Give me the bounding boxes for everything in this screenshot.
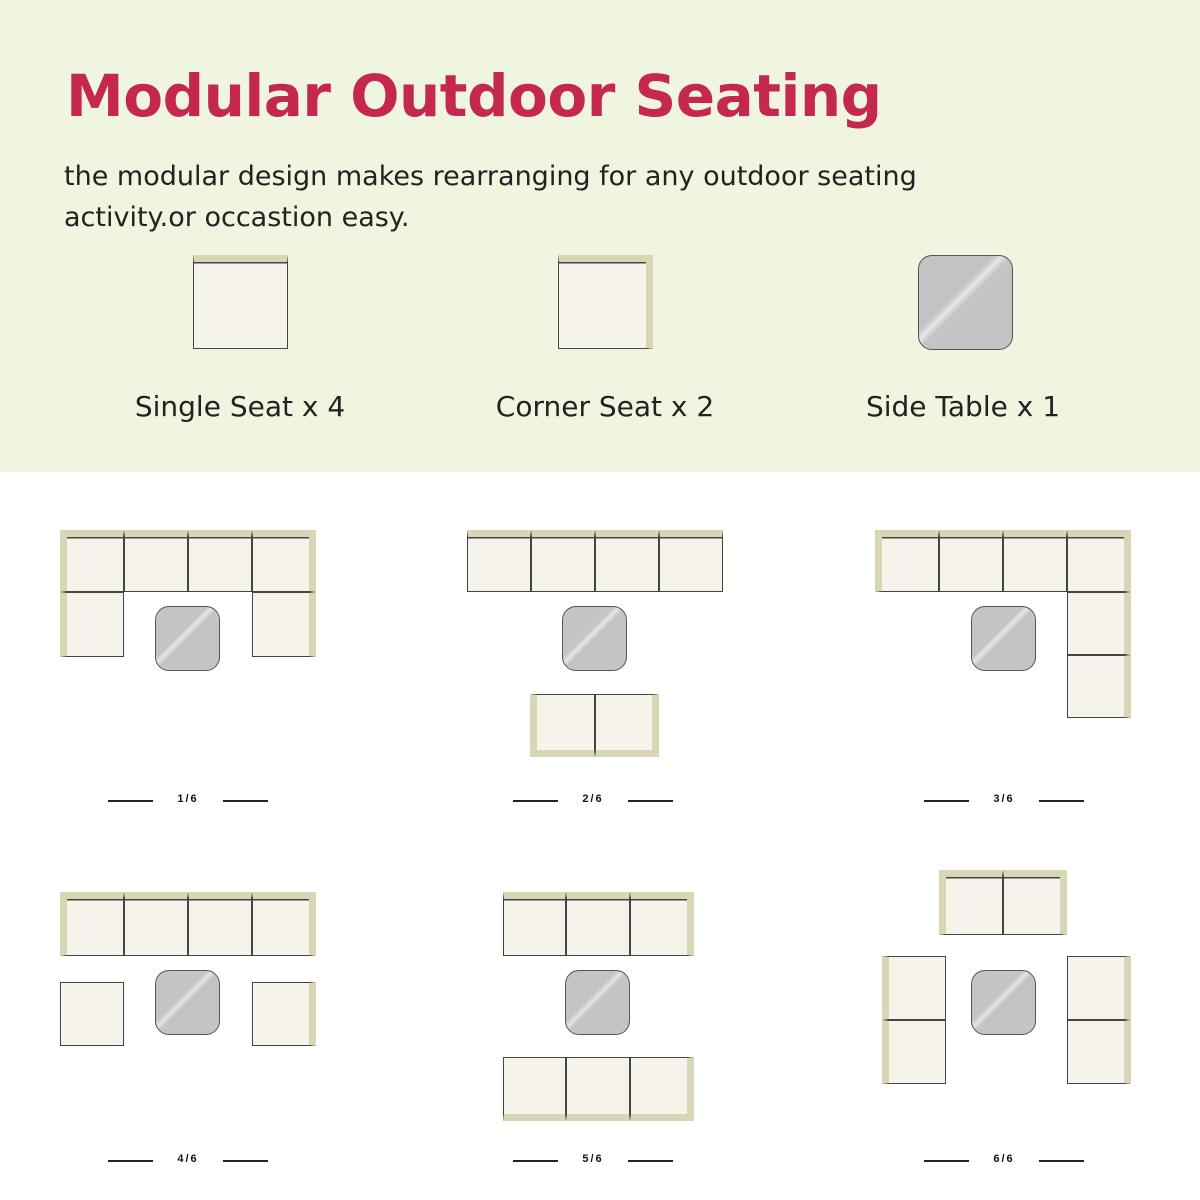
side-table bbox=[155, 970, 220, 1035]
page-title: Modular Outdoor Seating bbox=[66, 62, 882, 130]
corner-seat-icon bbox=[558, 255, 653, 349]
layout-caption: 1/6 bbox=[108, 793, 268, 805]
seat-module bbox=[566, 1057, 630, 1121]
side-table bbox=[971, 970, 1036, 1035]
seat-module bbox=[188, 892, 252, 956]
seat-module bbox=[630, 892, 694, 956]
piece-label-corner-seat: Corner Seat x 2 bbox=[495, 390, 715, 423]
side-table bbox=[565, 970, 630, 1035]
seat-module bbox=[60, 982, 124, 1046]
seat-module bbox=[503, 892, 566, 956]
piece-label-side-table: Side Table x 1 bbox=[865, 390, 1061, 423]
seat-module bbox=[252, 892, 316, 956]
seat-module bbox=[124, 892, 188, 956]
seat-module bbox=[1067, 592, 1131, 655]
side-table bbox=[155, 606, 220, 671]
seat-module bbox=[252, 592, 316, 657]
side-table bbox=[562, 606, 627, 671]
piece-label-single-seat: Single Seat x 4 bbox=[134, 390, 346, 423]
seat-module bbox=[875, 530, 939, 592]
seat-module bbox=[530, 694, 595, 757]
seat-module bbox=[1003, 530, 1067, 592]
seat-module bbox=[939, 530, 1003, 592]
layout-caption: 3/6 bbox=[924, 793, 1084, 805]
seat-module bbox=[188, 530, 252, 592]
seat-module bbox=[1003, 870, 1067, 935]
seat-module bbox=[1067, 956, 1131, 1020]
seat-module bbox=[1067, 655, 1131, 718]
layout-caption: 6/6 bbox=[924, 1153, 1084, 1165]
seat-module bbox=[60, 592, 124, 657]
seat-module bbox=[630, 1057, 694, 1121]
seat-module bbox=[1067, 1020, 1131, 1084]
layout-caption: 5/6 bbox=[513, 1153, 673, 1165]
seat-module bbox=[882, 956, 946, 1020]
side-table bbox=[918, 255, 1013, 350]
seat-module bbox=[252, 982, 316, 1046]
description: the modular design makes rearranging for any outdoor seating activity.or occastion easy. bbox=[64, 161, 917, 233]
layout-caption: 2/6 bbox=[513, 793, 673, 805]
seat-module bbox=[60, 530, 124, 592]
seat-module bbox=[595, 530, 659, 592]
seat-module bbox=[1067, 530, 1131, 592]
seat-module bbox=[939, 870, 1003, 935]
layout-caption: 4/6 bbox=[108, 1153, 268, 1165]
seat-module bbox=[503, 1057, 566, 1121]
seat-module bbox=[467, 530, 531, 592]
seat-module bbox=[566, 892, 630, 956]
seat-module bbox=[882, 1020, 946, 1084]
side-table bbox=[971, 606, 1036, 671]
seat-module bbox=[531, 530, 595, 592]
seat-module bbox=[252, 530, 316, 592]
seat-module bbox=[124, 530, 188, 592]
seat-module bbox=[595, 694, 659, 757]
single-seat-icon bbox=[193, 255, 288, 349]
seat-module bbox=[60, 892, 124, 956]
seat-module bbox=[659, 530, 723, 592]
